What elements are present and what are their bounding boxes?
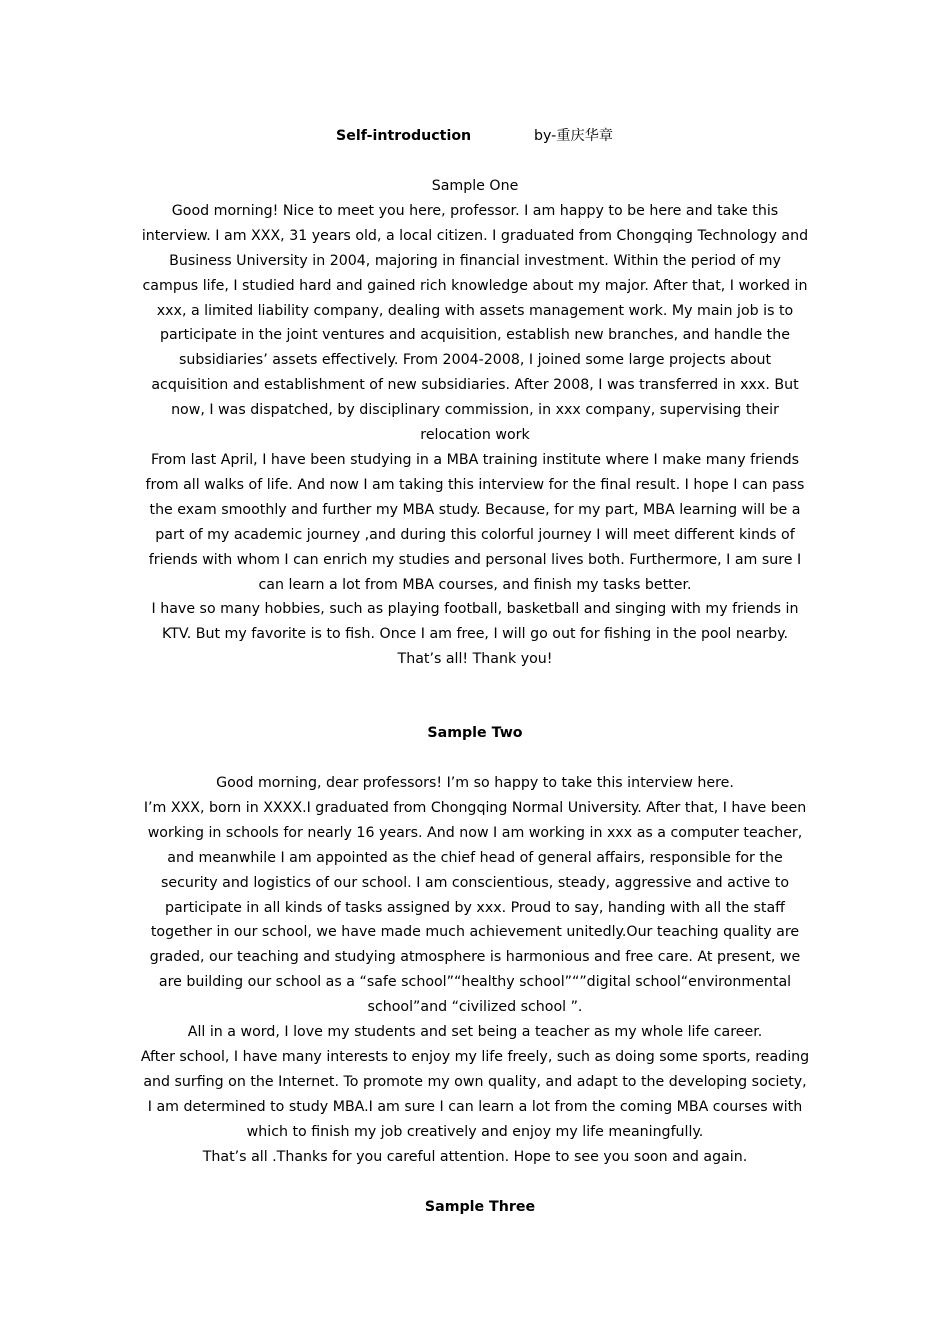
sample-two-paragraph: I’m XXX, born in XXXX.I graduated from Chongqing Normal University. After that, I have been working in schools for nearly 16 years. And now I am working in xxx as a computer teacher, and meanwhile I am appointed as the chief head of general affairs, responsible for the security and logistics of our school. I am conscientious, steady, aggressive and active to participate in all kinds of tasks assigned by xxx. Proud to say, handing with all the staff together in our school, we have made much achievement unitedly.Our teaching quality are graded, our teaching and studying atmosphere is harmonious and free care. At present, we are building our school as a “safe school”“healthy school”“”digital school“environmental school”and “civilized school ”. (143, 799, 807, 1016)
sample-three-heading: Sample Three (424, 1198, 536, 1215)
sample-two-paragraph: All in a word, I love my students and set being a teacher as my whole life career. (187, 1024, 763, 1041)
sample-two-paragraph: After school, I have many interests to enjoy my life freely, such as doing some sports, reading and surfing on the Internet. To promote my own quality, and adapt to the developing society, I am determined to study MBA.I am sure I can learn a lot from the coming MBA courses with which to finish my job creatively and enjoy my life meaningfully. (140, 1049, 810, 1140)
sample-one-heading: Sample One (431, 178, 519, 194)
document-byline: by-重庆华章 (534, 128, 614, 144)
sample-one-paragraph: From last April, I have been studying in a MBA training institute where I make many friends from all walks of life. And now I am taking this interview for the final result. I hope I can pass the exam smoothly and further my MBA study. Because, for my part, MBA learning will be a part of my academic journey ,and during this colorful journey I will meet different kinds of friends with whom I can enrich my studies and personal lives both. Furthermore, I am sure I can learn a lot from MBA courses, and finish my tasks better. (145, 451, 805, 593)
title-row (140, 124, 810, 149)
sample-one-section (140, 174, 810, 672)
sample-two-paragraph: Good morning, dear professors! I’m so happy to take this interview here. (216, 775, 734, 792)
sample-two-section (140, 721, 810, 1169)
document-page (140, 124, 810, 1219)
sample-one-paragraph: I have so many hobbies, such as playing football, basketball and singing with my friends in KTV. But my favorite is to fish. Once I am free, I will go out for fishing in the pool nearby. That’s all! Thank you! (151, 601, 799, 668)
document-title: Self-introduction (336, 128, 472, 144)
sample-two-paragraph: That’s all .Thanks for you careful attention. Hope to see you soon and again. (202, 1148, 748, 1165)
sample-three-section (140, 1195, 810, 1220)
sample-two-heading: Sample Two (427, 725, 523, 742)
sample-one-paragraph: Good morning! Nice to meet you here, professor. I am happy to be here and take this interview. I am XXX, 31 years old, a local citizen. I graduated from Chongqing Technology and Business University in 2004, majoring in financial investment. Within the period of my campus life, I studied hard and gained rich knowledge about my major. After that, I worked in xxx, a limited liability company, dealing with assets management work. My main job is to participate in the joint ventures and acquisition, establish new branches, and handle the subsidiaries’ assets effectively. From 2004-2008, I joined some large projects about acquisition and establishment of new subsidiaries. After 2008, I was transferred in xxx. But now, I was dispatched, by disciplinary commission, in xxx company, supervising their relocation work (141, 202, 809, 444)
